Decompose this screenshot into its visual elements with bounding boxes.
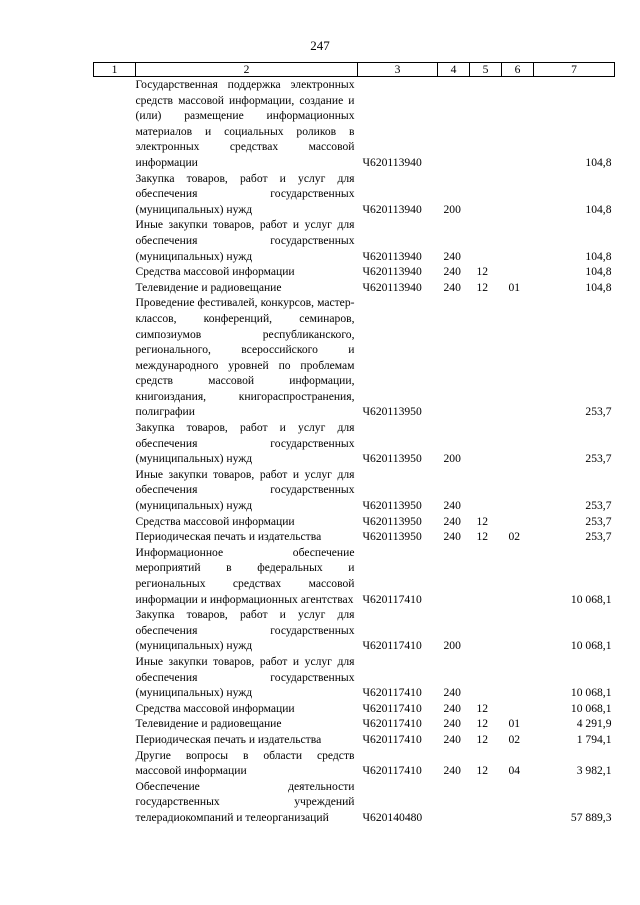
- row-expense-type-cell: 240: [443, 701, 461, 715]
- row-sum-cell: 4 291,9: [576, 717, 612, 731]
- row-code-cell: Ч620117410: [362, 686, 422, 700]
- row-subsection-cell: 02: [508, 530, 521, 544]
- row-code-cell: Ч620113950: [362, 530, 422, 544]
- row-code-cell: Ч620140480: [362, 810, 423, 824]
- row-section-cell: 12: [476, 732, 489, 746]
- row-sum-cell: 10 068,1: [570, 639, 612, 653]
- row-name-cell: Другие вопросы в области средств массовой информации: [135, 748, 355, 778]
- budget-table: [93, 62, 615, 826]
- header-col-1: 1: [94, 63, 136, 77]
- row-section-cell: [470, 467, 502, 514]
- row-sum-cell: 253,7: [585, 452, 612, 466]
- row-name-cell: Средства массовой информации: [135, 265, 295, 279]
- table-row: [94, 779, 615, 826]
- row-expense-type-cell: [438, 77, 470, 171]
- row-name-cell: Средства массовой информации: [135, 514, 295, 528]
- row-sum-cell: 104,8: [585, 280, 612, 294]
- table-row: [94, 280, 615, 296]
- row-code-cell: Ч620113950: [362, 452, 422, 466]
- row-code-cell: Ч620117410: [362, 764, 422, 778]
- row-expense-type-cell: 200: [443, 452, 461, 466]
- row-expense-type-cell: 240: [443, 514, 461, 528]
- row-section-cell: 12: [476, 280, 489, 294]
- row-name-cell: Иные закупки товаров, работ и услуг для обеспечения государственных (муниципальных) нужд: [135, 467, 355, 513]
- table-row: [94, 654, 615, 701]
- table-body: [94, 77, 615, 826]
- row-name-cell: Иные закупки товаров, работ и услуг для обеспечения государственных (муниципальных) нужд: [135, 218, 355, 263]
- row-expense-type-cell: 240: [443, 249, 461, 263]
- row-code-cell: Ч620113950: [362, 499, 422, 513]
- row-section-cell: [470, 779, 502, 826]
- row-subsection-cell: [502, 467, 534, 514]
- header-col-6: 6: [502, 63, 534, 77]
- row-name-cell: Проведение фестивалей, конкурсов, мастер-классов, конференций, семинаров, симпозиумов республиканского, регионального, всероссийского и международного уровней по проблемам средств массовой информации, книгоиздания, книгораспространения, полиграфии: [135, 296, 355, 419]
- row-code-cell: Ч620113940: [362, 265, 422, 279]
- row-expense-type-cell: 200: [443, 639, 461, 653]
- row-name-cell: Иные закупки товаров, работ и услуг для обеспечения государственных (муниципальных) нужд: [135, 654, 355, 700]
- row-section-cell: 12: [476, 701, 489, 715]
- row-name-cell: Обеспечение деятельности государственных учреждений телерадиокомпаний и телеорганизаций: [135, 779, 355, 824]
- row-expense-type-cell: [438, 545, 470, 607]
- row-sum-cell: 3 982,1: [576, 764, 612, 778]
- row-section-cell: 12: [476, 764, 489, 778]
- row-code-cell: Ч620113940: [362, 280, 422, 294]
- row-name-cell: Периодическая печать и издательства: [135, 732, 322, 746]
- row-expense-type-cell: [438, 295, 470, 420]
- row-expense-type-cell: 240: [443, 686, 461, 700]
- table-row: [94, 420, 615, 467]
- table-row: [94, 77, 615, 171]
- row-subsection-cell: [502, 171, 534, 218]
- row-expense-type-cell: 240: [443, 732, 461, 746]
- header-col-7: 7: [534, 63, 615, 77]
- row-section-cell: 12: [476, 514, 489, 528]
- row-name-cell: Телевидение и радиовещание: [135, 280, 282, 294]
- row-code-cell: Ч620117410: [362, 701, 422, 715]
- row-sum-cell: 104,8: [585, 155, 612, 169]
- row-sum-cell: 57 889,3: [570, 810, 612, 824]
- row-name-cell: Закупка товаров, работ и услуг для обеспечения государственных (муниципальных) нужд: [135, 171, 355, 216]
- row-section-cell: 12: [476, 265, 489, 279]
- row-subsection-cell: 01: [508, 717, 521, 731]
- table-row: [94, 701, 615, 717]
- row-subsection-cell: [502, 77, 534, 171]
- row-subsection-cell: [502, 545, 534, 607]
- row-subsection-cell: [502, 264, 534, 280]
- row-sum-cell: 253,7: [585, 405, 612, 419]
- row-sum-cell: 1 794,1: [576, 732, 612, 746]
- row-subsection-cell: [502, 607, 534, 654]
- row-sum-cell: 253,7: [585, 499, 612, 513]
- row-sum-cell: 104,8: [585, 249, 612, 263]
- row-sum-cell: 10 068,1: [570, 701, 612, 715]
- table-row: [94, 732, 615, 748]
- row-section-cell: [470, 171, 502, 218]
- table-row: [94, 514, 615, 530]
- header-row: [94, 63, 615, 77]
- row-section-cell: [470, 217, 502, 264]
- row-sum-cell: 104,8: [585, 265, 612, 279]
- row-sum-cell: 104,8: [585, 202, 612, 216]
- row-code-cell: Ч620113940: [362, 249, 422, 263]
- row-code-cell: Ч620113940: [362, 202, 422, 216]
- row-subsection-cell: [502, 514, 534, 530]
- row-subsection-cell: [502, 217, 534, 264]
- row-sum-cell: 10 068,1: [570, 592, 612, 606]
- row-section-cell: [470, 77, 502, 171]
- row-code-cell: Ч620113940: [362, 155, 422, 169]
- table-row: [94, 716, 615, 732]
- row-name-cell: Информационное обеспечение мероприятий в федеральных и региональных средствах массовой информации и информационных агентствах: [135, 545, 355, 606]
- row-code-cell: Ч620117410: [362, 732, 422, 746]
- table-row: [94, 264, 615, 280]
- row-code-cell: Ч620117410: [362, 717, 422, 731]
- row-subsection-cell: 04: [508, 764, 521, 778]
- row-subsection-cell: [502, 654, 534, 701]
- row-expense-type-cell: 240: [443, 280, 461, 294]
- row-section-cell: [470, 654, 502, 701]
- row-subsection-cell: [502, 295, 534, 420]
- row-section-cell: [470, 295, 502, 420]
- row-name-cell: Периодическая печать и издательства: [135, 530, 322, 544]
- row-expense-type-cell: 240: [443, 499, 461, 513]
- row-sum-cell: 253,7: [585, 530, 612, 544]
- row-expense-type-cell: 240: [443, 265, 461, 279]
- row-code-cell: Ч620113950: [362, 514, 422, 528]
- table-row: [94, 529, 615, 545]
- row-subsection-cell: 01: [508, 280, 521, 294]
- row-code-cell: Ч620113950: [362, 405, 422, 419]
- header-col-3: 3: [358, 63, 438, 77]
- row-subsection-cell: [502, 420, 534, 467]
- header-col-4: 4: [438, 63, 470, 77]
- row-sum-cell: 253,7: [585, 514, 612, 528]
- row-name-cell: Закупка товаров, работ и услуг для обеспечения государственных (муниципальных) нужд: [135, 421, 355, 466]
- row-section-cell: [470, 545, 502, 607]
- table-row: [94, 171, 615, 218]
- header-col-5: 5: [470, 63, 502, 77]
- row-name-cell: Государственная поддержка электронных средств массовой информации, создание и (или) размещение информационных материалов и социальных роликов в электронных средствах массовой информации: [135, 78, 355, 169]
- table-row: [94, 217, 615, 264]
- row-name-cell: Телевидение и радиовещание: [135, 717, 282, 731]
- row-section-cell: [470, 420, 502, 467]
- row-subsection-cell: [502, 701, 534, 717]
- row-code-cell: Ч620117410: [362, 639, 422, 653]
- row-expense-type-cell: 240: [443, 530, 461, 544]
- page-number: 247: [310, 38, 330, 53]
- row-subsection-cell: 02: [508, 732, 521, 746]
- header-col-2: 2: [136, 63, 358, 77]
- row-expense-type-cell: [438, 779, 470, 826]
- table-row: [94, 467, 615, 514]
- row-expense-type-cell: 200: [443, 202, 461, 216]
- table-row: [94, 748, 615, 779]
- row-section-cell: 12: [476, 717, 489, 731]
- row-name-cell: Закупка товаров, работ и услуг для обеспечения государственных (муниципальных) нужд: [135, 608, 355, 653]
- row-expense-type-cell: 240: [443, 717, 461, 731]
- row-name-cell: Средства массовой информации: [135, 701, 295, 715]
- row-section-cell: [470, 607, 502, 654]
- row-sum-cell: 10 068,1: [570, 686, 612, 700]
- table-row: [94, 607, 615, 654]
- row-code-cell: Ч620117410: [362, 592, 422, 606]
- row-subsection-cell: [502, 779, 534, 826]
- row-section-cell: 12: [476, 530, 489, 544]
- table-row: [94, 545, 615, 607]
- table-row: [94, 295, 615, 420]
- row-expense-type-cell: 240: [443, 764, 461, 778]
